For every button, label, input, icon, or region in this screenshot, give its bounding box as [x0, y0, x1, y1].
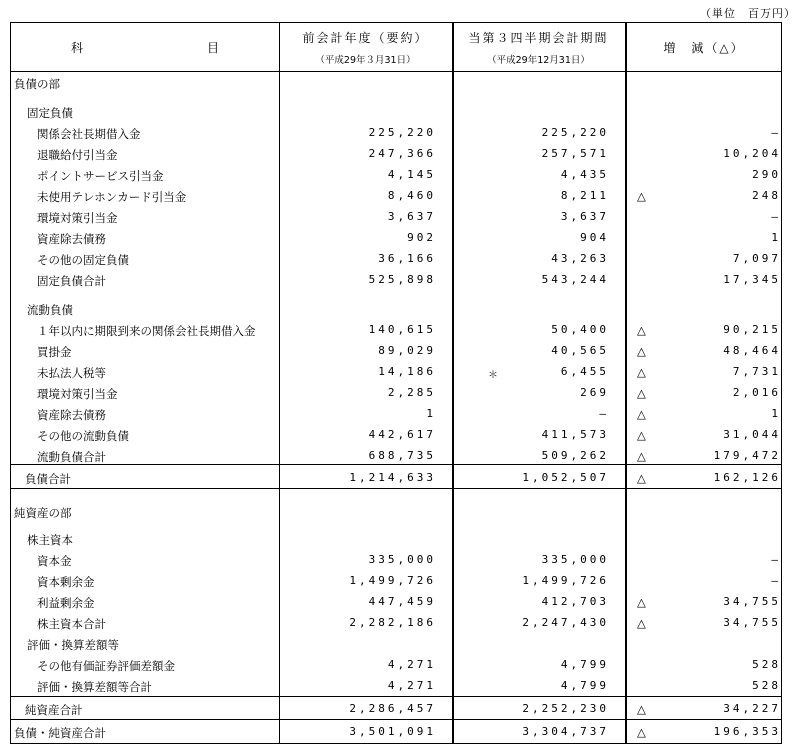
- table-row: [11, 102, 781, 123]
- value-previous-year: 8,460: [387, 189, 436, 202]
- table-row: [11, 362, 781, 383]
- value-previous-year: 2,285: [387, 386, 436, 399]
- decrease-marker: △: [637, 323, 646, 337]
- table-row: [11, 341, 781, 362]
- row-label: 純資産合計: [25, 703, 83, 717]
- table-row: [11, 249, 781, 270]
- value-change: ―: [771, 210, 781, 223]
- table-row: [11, 613, 781, 634]
- decrease-marker: △: [637, 189, 646, 203]
- value-previous-year: 902: [407, 231, 436, 244]
- table-row: [11, 320, 781, 341]
- value-current-quarter: 1,499,726: [522, 574, 609, 587]
- value-current-quarter: 257,571: [541, 147, 609, 160]
- table-row: [11, 165, 781, 186]
- decrease-marker: △: [637, 471, 646, 485]
- row-label: 資産除去債務: [37, 232, 106, 246]
- value-change: 31,044: [723, 428, 781, 441]
- value-current-quarter: 2,247,430: [522, 616, 609, 629]
- value-previous-year: 225,220: [368, 126, 436, 139]
- value-change: 90,215: [723, 323, 781, 336]
- value-previous-year: 3,637: [387, 210, 436, 223]
- header-prev: 前会計年度（要約）: [302, 31, 429, 45]
- table-row: [11, 73, 781, 94]
- row-label: 環境対策引当金: [37, 387, 118, 401]
- value-current-quarter: 3,304,737: [522, 725, 609, 738]
- value-change: 528: [752, 679, 781, 692]
- row-label: 負債の部: [14, 77, 60, 91]
- value-current-quarter: 4,799: [560, 658, 609, 671]
- row-label: 評価・換算差額等: [27, 638, 119, 652]
- row-label: 株主資本: [27, 533, 73, 547]
- value-current-quarter: 4,435: [560, 168, 609, 181]
- value-previous-year: 4,145: [387, 168, 436, 181]
- row-label: 退職給付引当金: [37, 148, 118, 162]
- table-row: [11, 592, 781, 613]
- table-row: [11, 676, 781, 697]
- row-label: その他の流動負債: [37, 429, 129, 443]
- decrease-marker: △: [637, 344, 646, 358]
- table-row: [11, 404, 781, 425]
- table-row: [11, 634, 781, 655]
- table-row: [11, 655, 781, 676]
- table-row: [11, 383, 781, 404]
- value-current-quarter: 335,000: [541, 553, 609, 566]
- decrease-marker: △: [637, 407, 646, 421]
- value-change: 7,097: [732, 252, 781, 265]
- value-current-quarter: 50,400: [551, 323, 609, 336]
- value-current-quarter: 904: [580, 231, 609, 244]
- value-change: 34,755: [723, 595, 781, 608]
- table-row: [11, 270, 781, 291]
- header-curr-date: （平成29年12月31日）: [487, 55, 590, 66]
- row-label: 評価・換算差額等合計: [37, 680, 152, 694]
- row-label: １年以内に期限到来の関係会社長期借入金: [37, 324, 256, 338]
- decrease-marker: △: [637, 595, 646, 609]
- value-change: 162,126: [713, 471, 781, 484]
- value-change: 10,204: [723, 147, 781, 160]
- row-label: 固定負債: [27, 106, 73, 120]
- decrease-marker: △: [637, 428, 646, 442]
- header-curr: 当第３四半期会計期間: [468, 31, 609, 45]
- value-previous-year: 1,499,726: [349, 574, 436, 587]
- row-label: 未払法人税等: [37, 366, 106, 380]
- balance-sheet-table: [10, 22, 782, 744]
- row-label: 純資産の部: [14, 506, 72, 520]
- decrease-marker: △: [637, 365, 646, 379]
- table-row: [11, 571, 781, 592]
- value-current-quarter: 3,637: [560, 210, 609, 223]
- value-change: ―: [771, 574, 781, 587]
- table-row: [11, 722, 781, 743]
- value-previous-year: 2,286,457: [349, 702, 436, 715]
- value-current-quarter: 543,244: [541, 273, 609, 286]
- value-change: 248: [752, 189, 781, 202]
- value-previous-year: 688,735: [368, 449, 436, 462]
- value-previous-year: 14,186: [378, 365, 436, 378]
- decrease-marker: △: [637, 725, 646, 739]
- value-current-quarter: 411,573: [541, 428, 609, 441]
- value-change: 179,472: [713, 449, 781, 462]
- row-label: 未使用テレホンカード引当金: [37, 190, 187, 204]
- value-current-quarter: 225,220: [541, 126, 609, 139]
- value-current-quarter: 412,703: [541, 595, 609, 608]
- row-label: ポイントサービス引当金: [37, 169, 164, 183]
- value-change: 2,016: [732, 386, 781, 399]
- row-label: 負債・純資産合計: [14, 726, 106, 740]
- value-previous-year: 4,271: [387, 658, 436, 671]
- value-previous-year: 140,615: [368, 323, 436, 336]
- value-previous-year: 335,000: [368, 553, 436, 566]
- decrease-marker: △: [637, 616, 646, 630]
- value-change: 196,353: [713, 725, 781, 738]
- value-previous-year: 525,898: [368, 273, 436, 286]
- value-previous-year: 4,271: [387, 679, 436, 692]
- row-label: 流動負債合計: [37, 450, 106, 464]
- value-current-quarter: 2,252,230: [522, 702, 609, 715]
- table-row: [11, 425, 781, 446]
- decrease-marker: △: [637, 449, 646, 463]
- value-previous-year: 447,459: [368, 595, 436, 608]
- value-previous-year: 1: [426, 407, 436, 420]
- row-label: その他の固定負債: [37, 253, 129, 267]
- decrease-marker: △: [637, 702, 646, 716]
- row-label: 流動負債: [27, 303, 73, 317]
- row-label: 環境対策引当金: [37, 211, 118, 225]
- row-label: その他有価証券評価差額金: [37, 659, 175, 673]
- table-row: [11, 550, 781, 571]
- table-row: [11, 299, 781, 320]
- row-label: 株主資本合計: [37, 617, 106, 631]
- value-current-quarter: 269: [580, 386, 609, 399]
- footnote-marker: ＊: [488, 370, 498, 381]
- value-change: 48,464: [723, 344, 781, 357]
- row-label: 資本剰余金: [37, 575, 95, 589]
- table-row: [11, 502, 781, 523]
- table-row: [11, 123, 781, 144]
- value-previous-year: 442,617: [368, 428, 436, 441]
- unit-note: （単位 百万円）: [700, 7, 796, 20]
- value-current-quarter: 40,565: [551, 344, 609, 357]
- table-row: [11, 468, 781, 489]
- table-row: [11, 144, 781, 165]
- header-subject-b: 目: [207, 41, 222, 55]
- value-current-quarter: 1,052,507: [522, 471, 609, 484]
- header-divider: [11, 71, 781, 72]
- table-row: [11, 228, 781, 249]
- value-change: 290: [752, 168, 781, 181]
- row-label: 関係会社長期借入金: [37, 127, 141, 141]
- value-previous-year: 89,029: [378, 344, 436, 357]
- value-current-quarter: 8,211: [560, 189, 609, 202]
- value-current-quarter: 43,263: [551, 252, 609, 265]
- value-change: 528: [752, 658, 781, 671]
- table-row: [11, 186, 781, 207]
- value-change: 34,755: [723, 616, 781, 629]
- row-label: 資本金: [37, 554, 72, 568]
- value-current-quarter: 6,455: [560, 365, 609, 378]
- decrease-marker: △: [637, 386, 646, 400]
- row-label: 利益剰余金: [37, 596, 95, 610]
- value-previous-year: 36,166: [378, 252, 436, 265]
- value-change: 1: [771, 407, 781, 420]
- row-label: 資産除去債務: [37, 408, 106, 422]
- header-subject-a: 科: [71, 41, 86, 55]
- table-row: [11, 446, 781, 467]
- row-label: 固定負債合計: [37, 274, 106, 288]
- value-previous-year: 247,366: [368, 147, 436, 160]
- value-change: 34,227: [723, 702, 781, 715]
- value-current-quarter: 509,262: [541, 449, 609, 462]
- value-previous-year: 3,501,091: [349, 725, 436, 738]
- value-change: 1: [771, 231, 781, 244]
- value-change: 17,345: [723, 273, 781, 286]
- row-label: 買掛金: [37, 345, 72, 359]
- row-label: 負債合計: [25, 472, 71, 486]
- value-current-quarter: ―: [599, 407, 609, 420]
- value-current-quarter: 4,799: [560, 679, 609, 692]
- table-row: [11, 207, 781, 228]
- value-change: 7,731: [732, 365, 781, 378]
- value-previous-year: 2,282,186: [349, 616, 436, 629]
- value-change: ―: [771, 553, 781, 566]
- table-row: [11, 699, 781, 720]
- table-row: [11, 529, 781, 550]
- header-diff: 増 減（△）: [663, 41, 745, 55]
- value-previous-year: 1,214,633: [349, 471, 436, 484]
- value-change: ―: [771, 126, 781, 139]
- header-prev-date: （平成29年３月31日）: [315, 55, 416, 66]
